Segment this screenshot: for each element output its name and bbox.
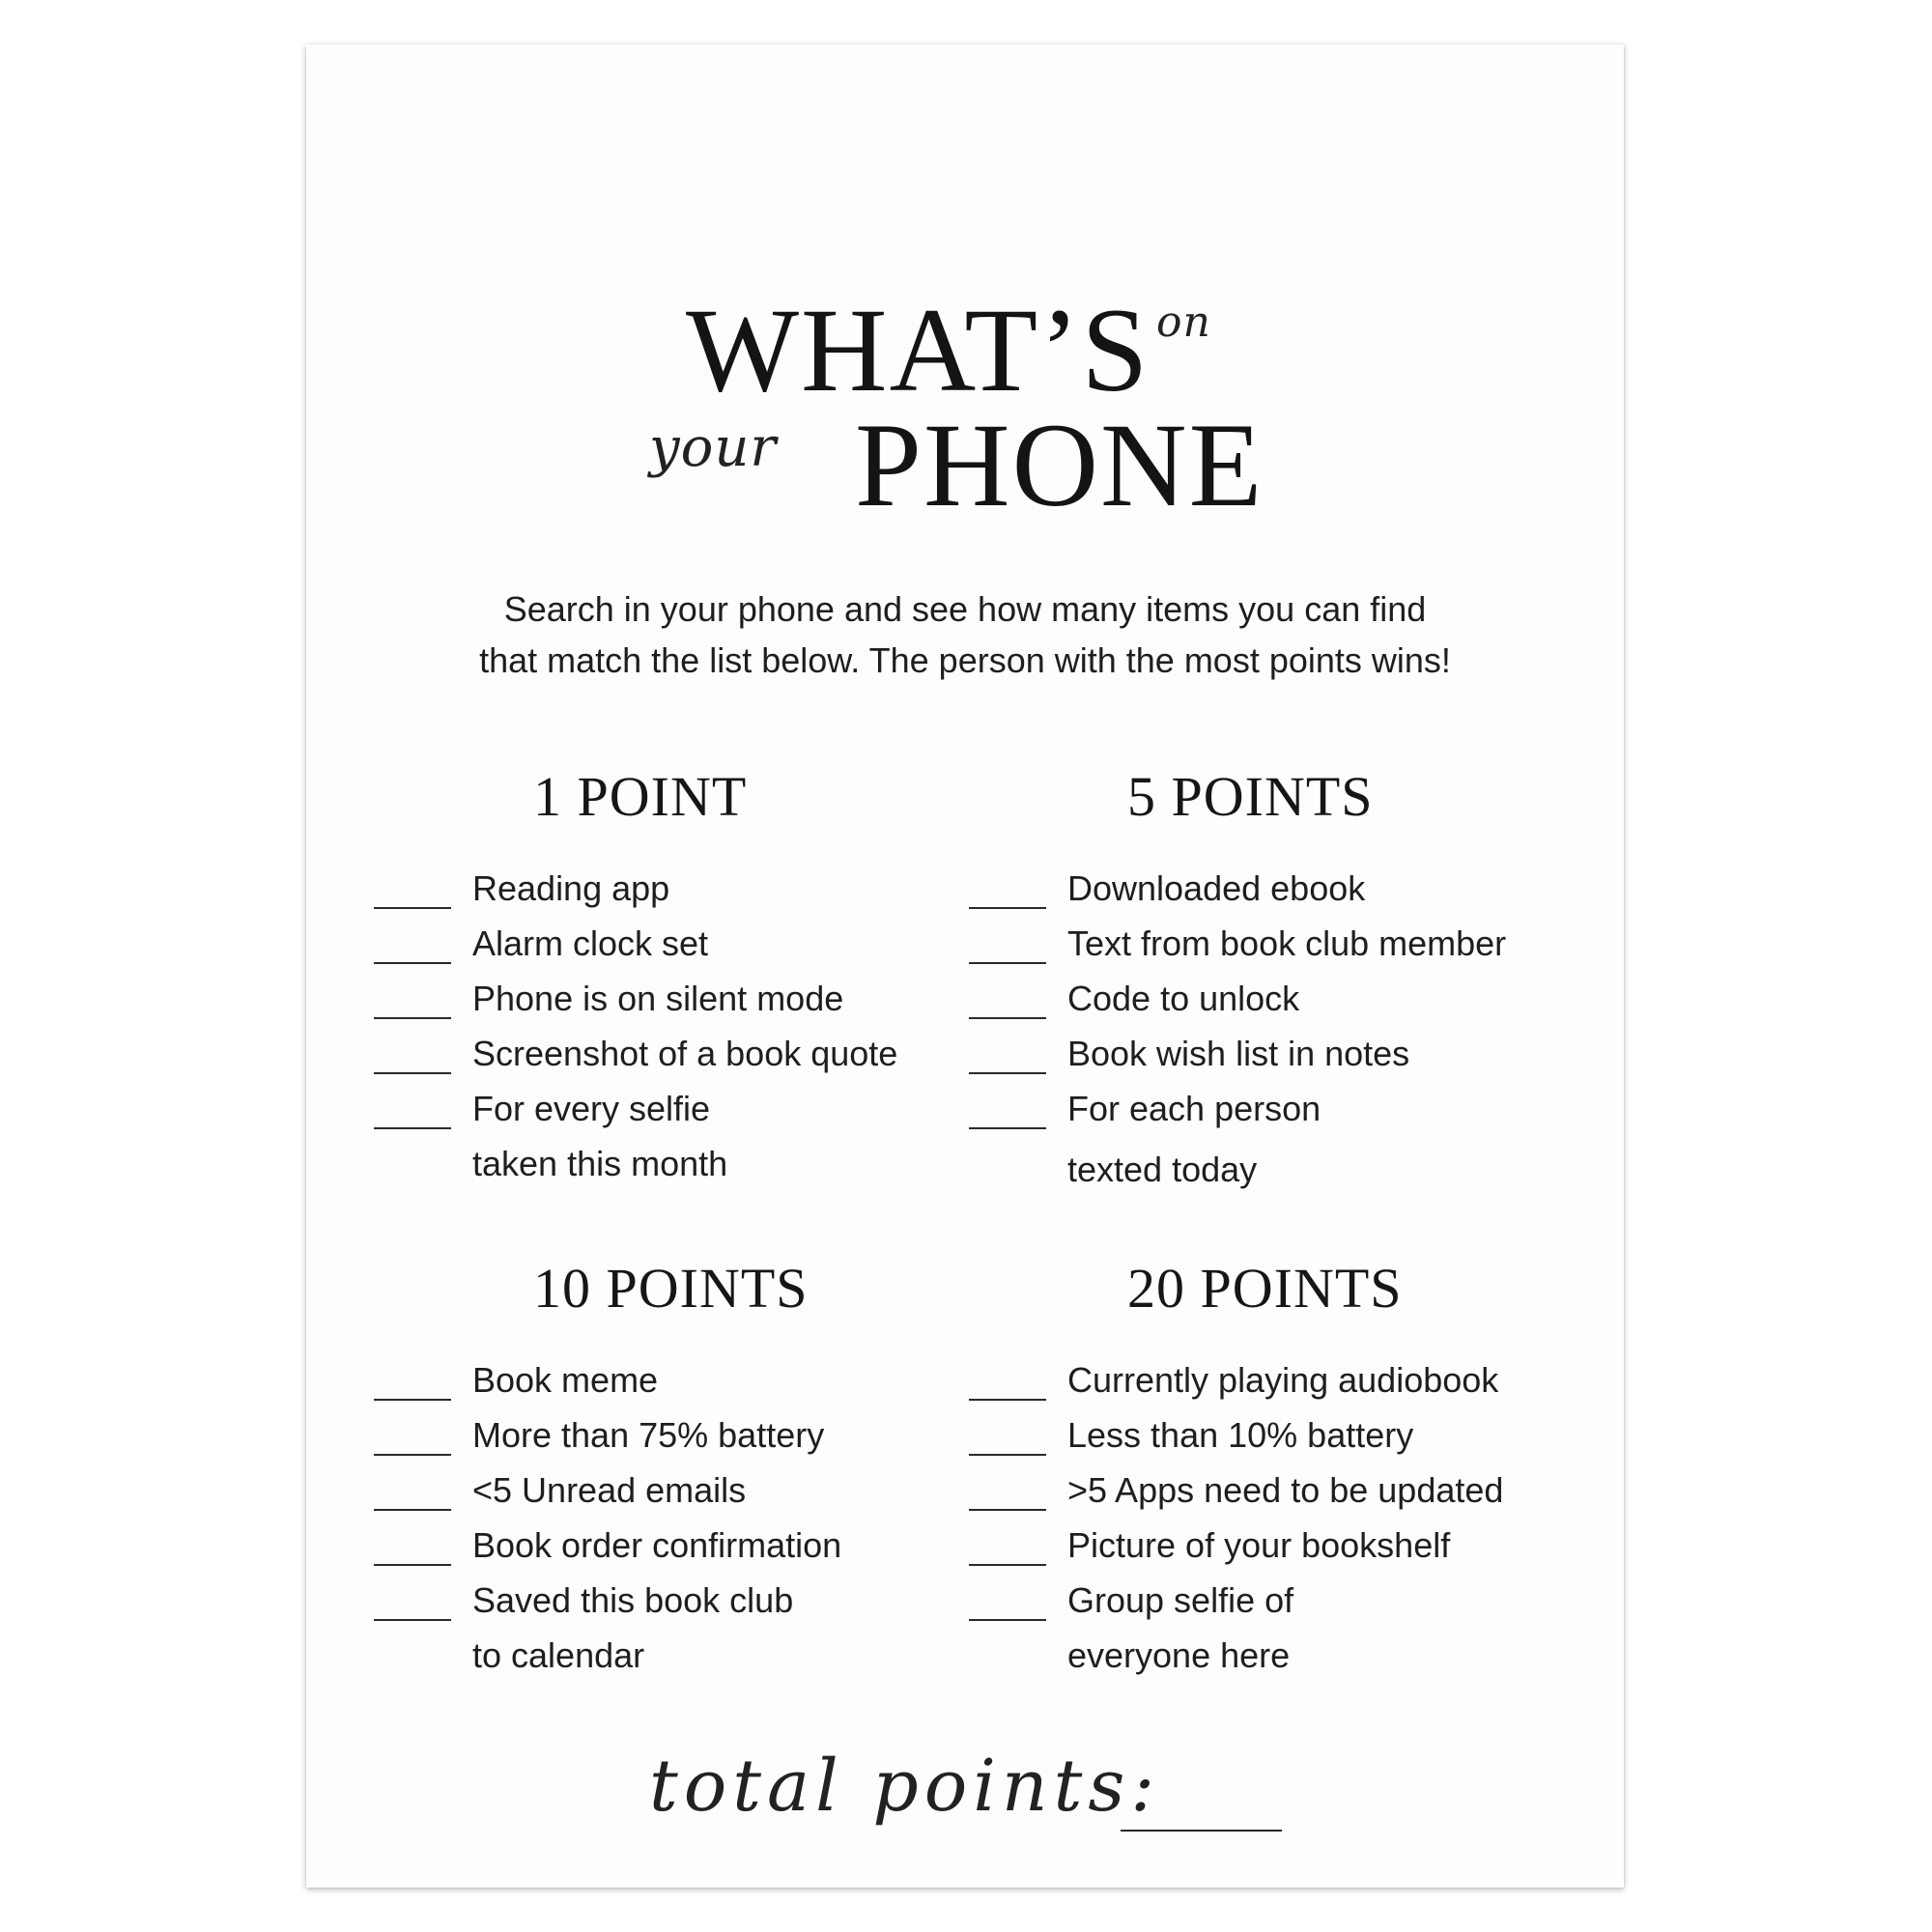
- answer-blank[interactable]: [969, 1509, 1046, 1511]
- instructions: [306, 583, 1624, 686]
- answer-blank[interactable]: [969, 1127, 1046, 1129]
- item-label: Book meme: [472, 1360, 659, 1400]
- answer-blank[interactable]: [969, 1399, 1046, 1401]
- answer-blank[interactable]: [374, 1564, 451, 1566]
- item-label: Alarm clock set: [472, 923, 709, 963]
- item-label: For each person: [1067, 1089, 1321, 1128]
- answer-blank[interactable]: [969, 962, 1046, 964]
- item-label: Saved this book club: [472, 1580, 794, 1620]
- item-label: More than 75% battery: [472, 1415, 825, 1455]
- item-label: Downloaded ebook: [1067, 868, 1366, 908]
- item-label: Code to unlock: [1067, 979, 1300, 1018]
- instructions-line-1: Search in your phone and see how many items you can find: [503, 589, 1427, 629]
- item-label-continued: texted today: [1067, 1150, 1258, 1189]
- answer-blank[interactable]: [374, 1509, 451, 1511]
- item-label: Currently playing audiobook: [1067, 1360, 1499, 1400]
- item-label: Less than 10% battery: [1067, 1415, 1414, 1455]
- section-title-10-points: 10 POINTS: [533, 1257, 809, 1320]
- item-label: Group selfie of: [1067, 1580, 1294, 1620]
- title-your-script: your: [649, 416, 778, 479]
- answer-blank[interactable]: [374, 1454, 451, 1456]
- item-label: Phone is on silent mode: [472, 979, 844, 1018]
- instructions-line-2: that match the list below. The person with the most points wins!: [479, 640, 1451, 680]
- answer-blank[interactable]: [969, 1454, 1046, 1456]
- answer-blank[interactable]: [374, 1072, 451, 1074]
- item-label: Picture of your bookshelf: [1067, 1525, 1451, 1565]
- item-label: <5 Unread emails: [472, 1470, 747, 1510]
- section-title-5-points: 5 POINTS: [1127, 765, 1374, 828]
- title-phone: PHONE: [855, 399, 1264, 531]
- total-points-label: total points:: [649, 1745, 1161, 1828]
- answer-blank[interactable]: [374, 907, 451, 909]
- item-label-continued: to calendar: [472, 1635, 645, 1675]
- section-title-20-points: 20 POINTS: [1127, 1257, 1403, 1320]
- section-title-1-point: 1 POINT: [533, 765, 748, 828]
- answer-blank[interactable]: [374, 962, 451, 964]
- answer-blank[interactable]: [969, 907, 1046, 909]
- item-label-continued: everyone here: [1067, 1635, 1291, 1675]
- answer-blank[interactable]: [969, 1564, 1046, 1566]
- answer-blank[interactable]: [374, 1017, 451, 1019]
- answer-blank[interactable]: [374, 1399, 451, 1401]
- answer-blank[interactable]: [969, 1072, 1046, 1074]
- item-label-continued: taken this month: [472, 1144, 728, 1183]
- total-points-blank[interactable]: [1121, 1830, 1282, 1832]
- item-label: For every selfie: [472, 1089, 711, 1128]
- item-label: Reading app: [472, 868, 670, 908]
- answer-blank[interactable]: [969, 1017, 1046, 1019]
- answer-blank[interactable]: [969, 1619, 1046, 1621]
- item-label: Book wish list in notes: [1067, 1034, 1410, 1073]
- title-on-script: on: [1156, 298, 1211, 347]
- item-label: Text from book club member: [1067, 923, 1507, 963]
- answer-blank[interactable]: [374, 1619, 451, 1621]
- item-label: Screenshot of a book quote: [472, 1034, 898, 1073]
- item-label: Book order confirmation: [472, 1525, 842, 1565]
- item-label: >5 Apps need to be updated: [1067, 1470, 1504, 1510]
- answer-blank[interactable]: [374, 1127, 451, 1129]
- title-whats: WHAT’S: [686, 284, 1151, 416]
- game-card: [306, 44, 1624, 1888]
